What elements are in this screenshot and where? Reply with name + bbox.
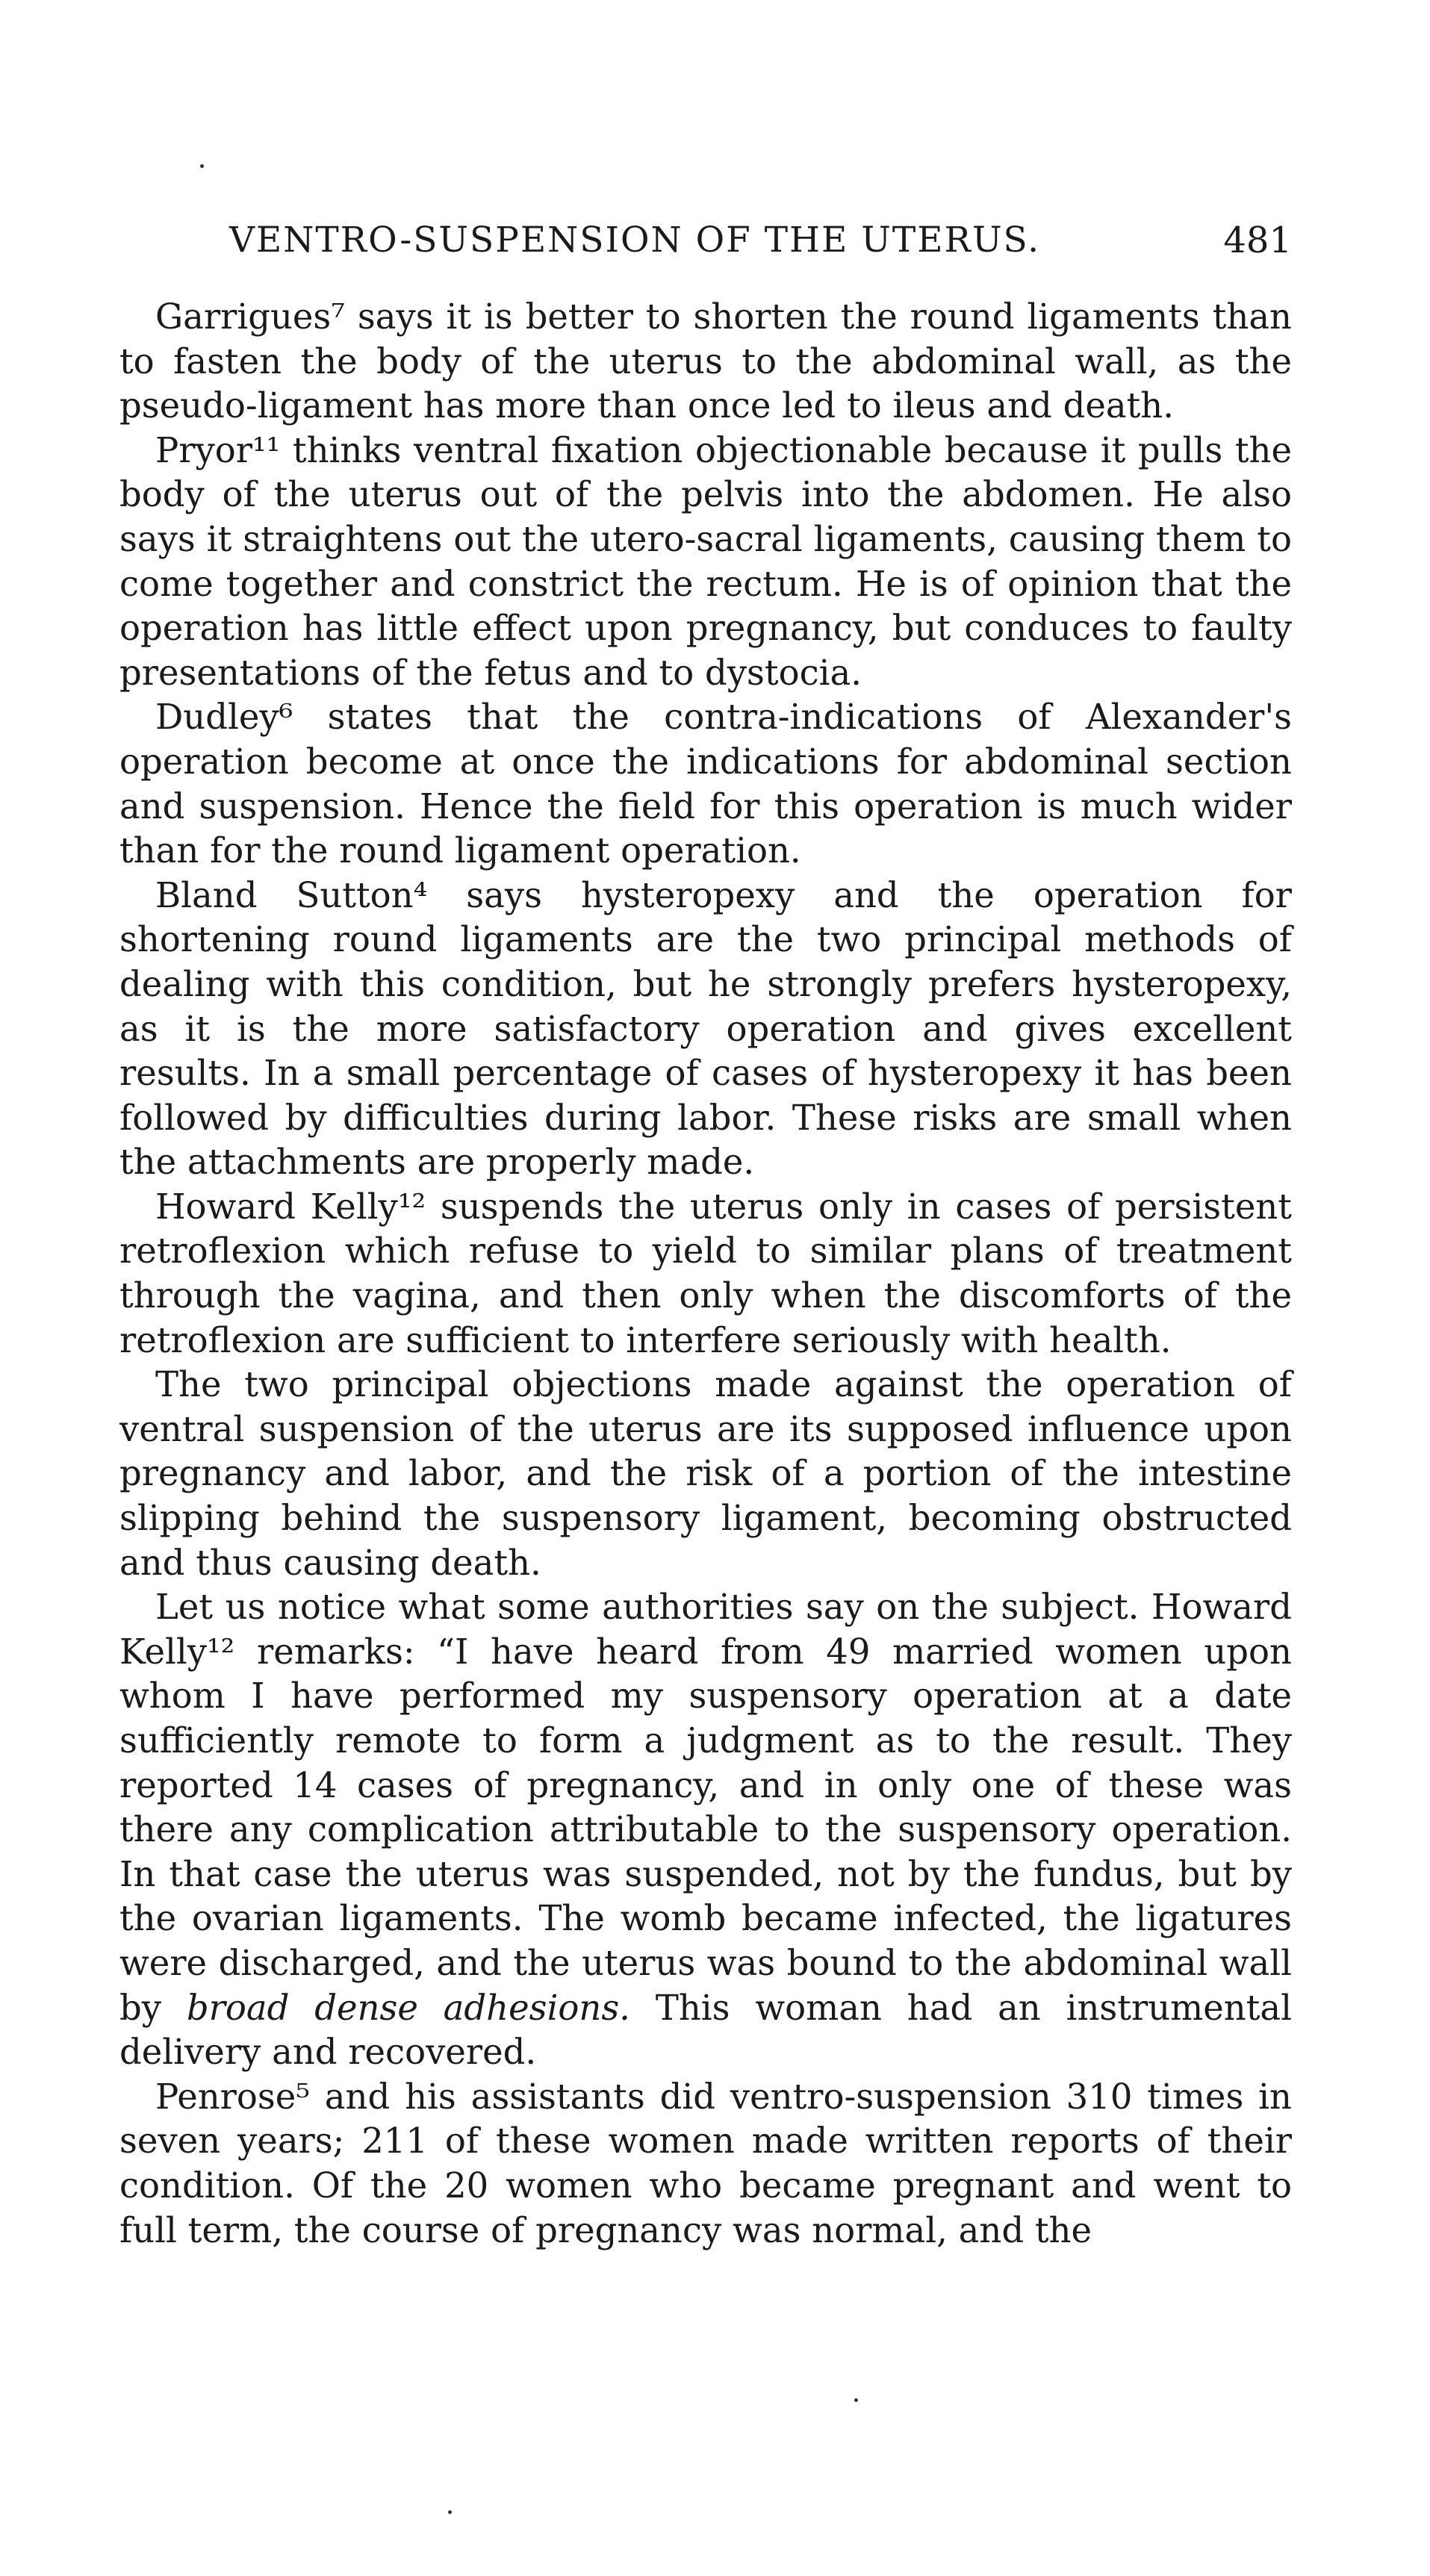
- print-speck: [200, 164, 204, 168]
- italic-phrase: broad dense adhesions.: [186, 1987, 630, 2028]
- running-head: [119, 211, 1292, 270]
- authorities-text-end: This woman had an instrumental delivery and recovered.: [119, 1987, 1292, 2073]
- authorities-text: Let us notice what some authorities say on the subject. Howard Kelly¹² remarks: “I have heard from 49 married women upon whom I have performed my suspensory operation at a date sufficiently remote to form a judgment as to the result. They reported 14 cases of pregnancy, and in only one of these was there any complication attributable to the suspensory operation. In that case the uterus was suspended, not by the fundus, but by the ovarian ligaments. The womb became infected, the ligatures were discharged, and the uterus was bound to the abdominal wall by: [119, 1587, 1292, 2028]
- print-speck: [448, 2510, 452, 2514]
- print-speck: [854, 2398, 858, 2402]
- body-text: [119, 295, 1292, 2253]
- paragraph-objections: The two principal objections made against the operation of ventral suspension of the uterus are its supposed influence upon pregnancy and labor, and the risk of a portion of the intestine slipping behind the suspensory ligament, becoming obstructed and thus causing death.: [119, 1364, 1292, 1583]
- paragraph-howard-kelly: Howard Kelly¹² suspends the uterus only in cases of persistent retroflexion which refuse to yield to similar plans of treatment through the vagina, and then only when the discomforts of the retroflexion are sufficient to interfere seriously with health.: [119, 1186, 1292, 1360]
- paragraph-dudley: Dudley⁶ states that the contra-indications of Alexander's operation become at once the indications for abdominal section and suspension. Hence the field for this operation is much wider than for the round ligament operation.: [119, 697, 1292, 871]
- paragraph-garrigues: Garrigues⁷ says it is better to shorten the round ligaments than to fasten the body of the uterus to the abdominal wall, as the pseudo-ligament has more than once led to ileus and death.: [119, 296, 1292, 426]
- paragraph-bland-sutton: Bland Sutton⁴ says hysteropexy and the operation for shortening round ligaments are the two principal methods of dealing with this condition, but he strongly prefers hysteropexy, as it is the more satisfactory operation and gives excellent results. In a small percentage of cases of hysteropexy it has been followed by difficulties during labor. These risks are small when the attachments are properly made.: [119, 874, 1292, 1183]
- paragraph-penrose: Penrose⁵ and his assistants did ventro-suspension 310 times in seven years; 211 of these women made written reports of their condition. Of the 20 women who became pregnant and went to full term, the course of pregnancy was normal, and the: [119, 2076, 1292, 2250]
- paragraph-pryor: Pryor¹¹ thinks ventral fixation objectionable because it pulls the body of the uterus out of the pelvis into the abdomen. He also says it straightens out the utero-sacral ligaments, causing them to come together and constrict the rectum. He is of opinion that the operation has little effect upon pregnancy, but conduces to faulty presentations of the fetus and to dystocia.: [119, 429, 1292, 693]
- page-number: 481: [1223, 220, 1292, 261]
- paragraph-authorities: [119, 1585, 1292, 2075]
- running-title: VENTRO-SUSPENSION OF THE UTERUS.: [229, 220, 1041, 261]
